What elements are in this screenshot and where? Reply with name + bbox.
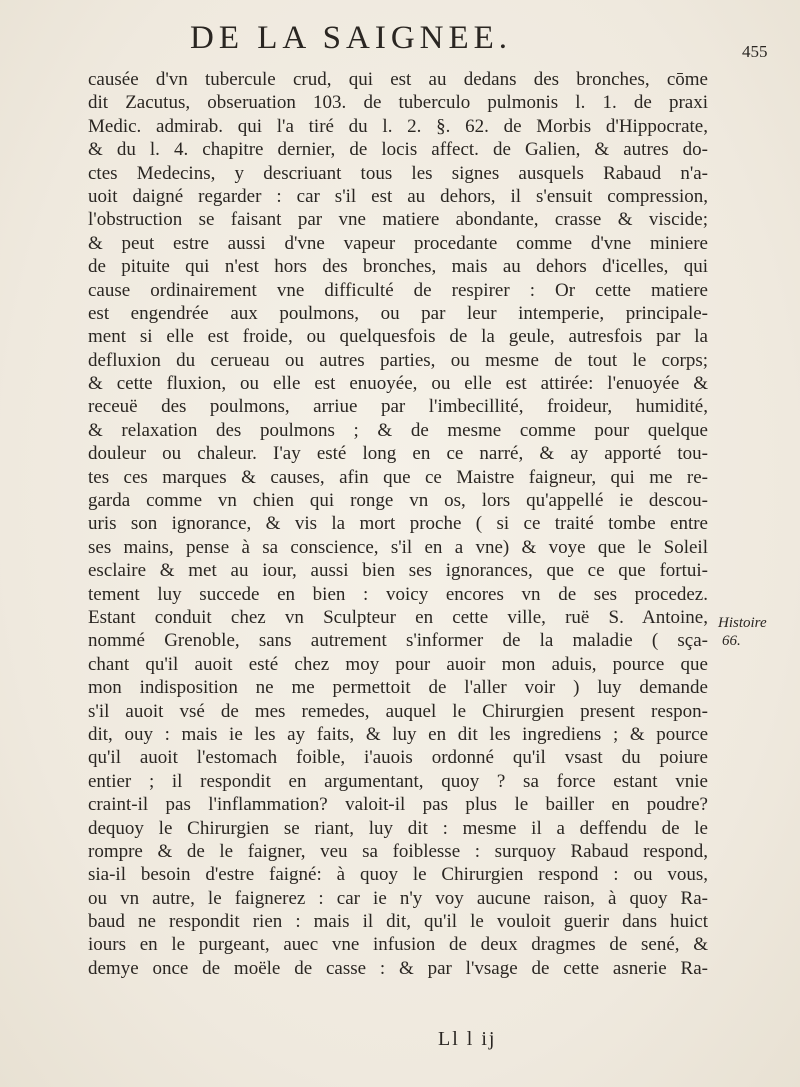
text-line: dit Zacutus, obseruation 103. de tuberculo pulmonis l. 1. de praxi xyxy=(88,92,708,114)
text-line: Estant conduit chez vn Sculpteur en cette ville, ruë S. Antoine, xyxy=(88,606,708,628)
text-line: chant qu'il auoit esté chez moy pour auoir mon aduis, pource que xyxy=(88,653,708,675)
text-line: & du l. 4. chapitre dernier, de locis affect. de Galien, & autres do- xyxy=(88,139,708,161)
text-line: demye once de moële de casse : & par l'vsage de cette asnerie Ra- xyxy=(88,957,708,979)
text-line: ou vn autre, le faignerez : car ie n'y voy aucune raison, à quoy Ra- xyxy=(88,887,708,909)
body-text xyxy=(88,68,708,980)
text-line: rompre & de le faigner, veu sa foiblesse : surquoy Rabaud respond, xyxy=(88,840,708,862)
text-line: de pituite qui n'est hors des bronches, mais au dehors d'icelles, qui xyxy=(88,256,708,278)
text-line: esclaire & met au iour, aussi bien ses ignorances, que ce que fortui- xyxy=(88,560,708,582)
text-line: l'obstruction se faisant par vne matiere abondante, crasse & viscide; xyxy=(88,209,708,231)
text-line: est engendrée aux poulmons, ou par leur intemperie, principale- xyxy=(88,302,708,324)
text-line: iours en le purgeant, auec vne infusion de deux dragmes de sené, & xyxy=(88,934,708,956)
text-line: craint-il pas l'inflammation? valoit-il pas plus le bailler en poudre? xyxy=(88,794,708,816)
text-line: defluxion du cerueau ou autres parties, ou mesme de tout le corps; xyxy=(88,349,708,371)
text-line: Medic. admirab. qui l'a tiré du l. 2. §. 62. de Morbis d'Hippocrate, xyxy=(88,115,708,137)
signature-mark: Ll l ij xyxy=(438,1028,497,1050)
text-line: baud ne respondit rien : mais il dit, qu'il le vouloit guerir dans huict xyxy=(88,911,708,933)
text-line: entier ; il respondit en argumentant, quoy ? sa force estant vnie xyxy=(88,770,708,792)
text-line: mon indisposition ne me permettoit de l'aller voir ) luy demande xyxy=(88,677,708,699)
text-line: uoit daigné regarder : car s'il est au dehors, il s'ensuit compression, xyxy=(88,185,708,207)
text-line: sia-il besoin d'estre faigné: à quoy le Chirurgien respond : ou vous, xyxy=(88,864,708,886)
text-line: tes ces marques & causes, afin que ce Maistre faigneur, qui me re- xyxy=(88,466,708,488)
text-line: ctes Medecins, y descriuant tous les signes ausquels Rabaud n'a- xyxy=(88,162,708,184)
text-line: nommé Grenoble, sans autrement s'informer de la maladie ( sça- xyxy=(88,630,708,652)
text-line: ses mains, pense à sa conscience, s'il en a vne) & voye que le Soleil xyxy=(88,536,708,558)
text-line: receuë des poulmons, arriue par l'imbecillité, froideur, humidité, xyxy=(88,396,708,418)
text-line: dequoy le Chirurgien se riant, luy dit : mesme il a deffendu de le xyxy=(88,817,708,839)
running-head: DE LA SAIGNEE. xyxy=(190,20,513,56)
text-line: cause ordinairement vne difficulté de respirer : Or cette matiere xyxy=(88,279,708,301)
text-line: douleur ou chaleur. I'ay esté long en ce narré, & ay apporté tou- xyxy=(88,443,708,465)
text-line: garda comme vn chien qui ronge vn os, lors qu'appellé ie descou- xyxy=(88,490,708,512)
text-line: ment si elle est froide, ou quelquesfois de la geule, autresfois par la xyxy=(88,326,708,348)
text-line: causée d'vn tubercule crud, qui est au dedans des bronches, cōme xyxy=(88,69,708,90)
margin-note-title: Histoire xyxy=(718,615,767,631)
margin-note-number: 66. xyxy=(722,633,741,649)
text-line: qu'il auoit l'estomach foible, i'auois ordonné qu'il vsast du poiure xyxy=(88,747,708,769)
margin-note xyxy=(718,614,767,650)
text-line: & cette fluxion, ou elle est enuoyée, ou elle est attirée: l'enuoyée & xyxy=(88,373,708,395)
text-line: dit, ouy : mais ie les ay faits, & luy en dit les ingrediens ; & pource xyxy=(88,723,708,745)
text-line: & peut estre aussi d'vne vapeur procedante comme d'vne miniere xyxy=(88,232,708,254)
text-line: & relaxation des poulmons ; & de mesme comme pour quelque xyxy=(88,419,708,441)
text-line: tement luy succede en bien : voicy encores vn de ses procedez. xyxy=(88,583,708,605)
page-number: 455 xyxy=(742,42,768,61)
text-line: uris son ignorance, & vis la mort proche ( si ce traité tombe entre xyxy=(88,513,708,535)
text-line: s'il auoit vsé de mes remedes, auquel le Chirurgien present respon- xyxy=(88,700,708,722)
